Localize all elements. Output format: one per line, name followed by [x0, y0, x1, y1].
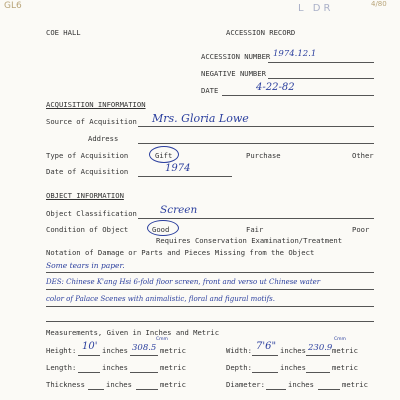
note-rule-1 [46, 272, 374, 273]
type-option-purchase[interactable]: Purchase [246, 151, 281, 160]
note-rule-2 [46, 289, 374, 290]
address-label: Address [88, 134, 119, 143]
length-label: Length: [46, 363, 77, 372]
source-value: Mrs. Gloria Lowe [152, 112, 249, 125]
thickness-inches-line [88, 389, 104, 390]
diameter-inches-line [266, 389, 286, 390]
diameter-label: Diameter: [226, 380, 265, 389]
depth-label: Depth: [226, 363, 252, 372]
type-option-gift[interactable]: Gift [155, 151, 173, 160]
length-inches-line [78, 372, 100, 373]
condition-option-poor[interactable]: Poor [352, 225, 370, 234]
corner-code-left: GL6 [4, 1, 22, 11]
width-inches-value: 7'6" [256, 341, 277, 352]
date-value: 4-22-82 [256, 82, 295, 93]
address-line [138, 143, 374, 144]
corner-code-right: 4/80 [371, 0, 387, 8]
object-heading: OBJECT INFORMATION [46, 191, 124, 200]
height-metric-unit: metric [160, 346, 186, 355]
depth-metric-line [306, 372, 330, 373]
classification-value: Screen [160, 204, 198, 216]
date-label: DATE [201, 86, 219, 95]
length-inches-unit: inches [102, 363, 128, 372]
height-inches-unit: inches [102, 346, 128, 355]
condition-label: Condition of Object [46, 225, 129, 234]
type-option-other[interactable]: Other [352, 151, 374, 160]
acquisition-date-line [138, 176, 232, 177]
thickness-metric-line [136, 389, 158, 390]
type-label: Type of Acquisition [46, 151, 129, 160]
accession-number-line [268, 62, 374, 63]
length-metric-line [130, 372, 158, 373]
height-inches-line [78, 355, 100, 356]
width-metric-line [306, 355, 330, 356]
classification-label: Object Classification [46, 209, 137, 218]
depth-metric-unit: metric [332, 363, 358, 372]
note-rule-3 [46, 306, 374, 307]
negative-number-label: NEGATIVE NUMBER [201, 69, 266, 78]
form-title: ACCESSION RECORD [226, 28, 296, 37]
length-metric-unit: metric [160, 363, 186, 372]
width-metric-unit: metric [332, 346, 358, 355]
corner-stamp: L DR [298, 3, 334, 14]
width-metric-value: 230.9 [308, 343, 333, 353]
classification-line [138, 218, 374, 219]
note-rule-4 [46, 321, 374, 322]
measurements-heading: Measurements, Given in Inches and Metric [46, 328, 220, 337]
note-line-3: color of Palace Scenes with animalistic, floral and figural motifs. [46, 295, 275, 303]
thickness-metric-unit: metric [160, 380, 186, 389]
depth-inches-line [252, 372, 278, 373]
acquisition-heading: ACQUISITION INFORMATION [46, 100, 146, 109]
height-metric-value: 308.5 [132, 343, 157, 353]
height-metric-line [130, 355, 158, 356]
conservation-note: Requires Conservation Examination/Treatment [156, 236, 343, 245]
thickness-label: Thickness [46, 380, 85, 389]
diameter-metric-unit: metric [342, 380, 368, 389]
source-line [138, 126, 374, 127]
source-label: Source of Acquisition [46, 117, 137, 126]
accession-number-value: 1974.12.1 [273, 49, 317, 59]
thickness-inches-unit: inches [106, 380, 132, 389]
height-label: Height: [46, 346, 77, 355]
acquisition-date-value: 1974 [165, 163, 191, 174]
width-cm-note: Cmm [334, 337, 346, 342]
diameter-metric-line [318, 389, 340, 390]
width-label: Width: [226, 346, 252, 355]
negative-number-line [268, 78, 374, 79]
hall-name: COE HALL [46, 28, 81, 37]
date-line [222, 95, 374, 96]
height-cm-note: Cmm [156, 337, 168, 342]
note-line-1: Some tears in paper. [46, 261, 125, 270]
height-inches-value: 10' [82, 341, 98, 352]
diameter-inches-unit: inches [288, 380, 314, 389]
condition-option-good[interactable]: Good [152, 225, 170, 234]
width-inches-unit: inches [280, 346, 306, 355]
condition-option-fair[interactable]: Fair [246, 225, 264, 234]
width-inches-line [252, 355, 278, 356]
depth-inches-unit: inches [280, 363, 306, 372]
damage-label: Notation of Damage or Parts and Pieces Missing from the Object [46, 248, 315, 257]
accession-number-label: ACCESSION NUMBER [201, 52, 271, 61]
note-line-2: DES: Chinese K'ang Hsi 6-fold floor screen, front and verso ut Chinese water [46, 278, 321, 286]
acquisition-date-label: Date of Acquisition [46, 167, 129, 176]
